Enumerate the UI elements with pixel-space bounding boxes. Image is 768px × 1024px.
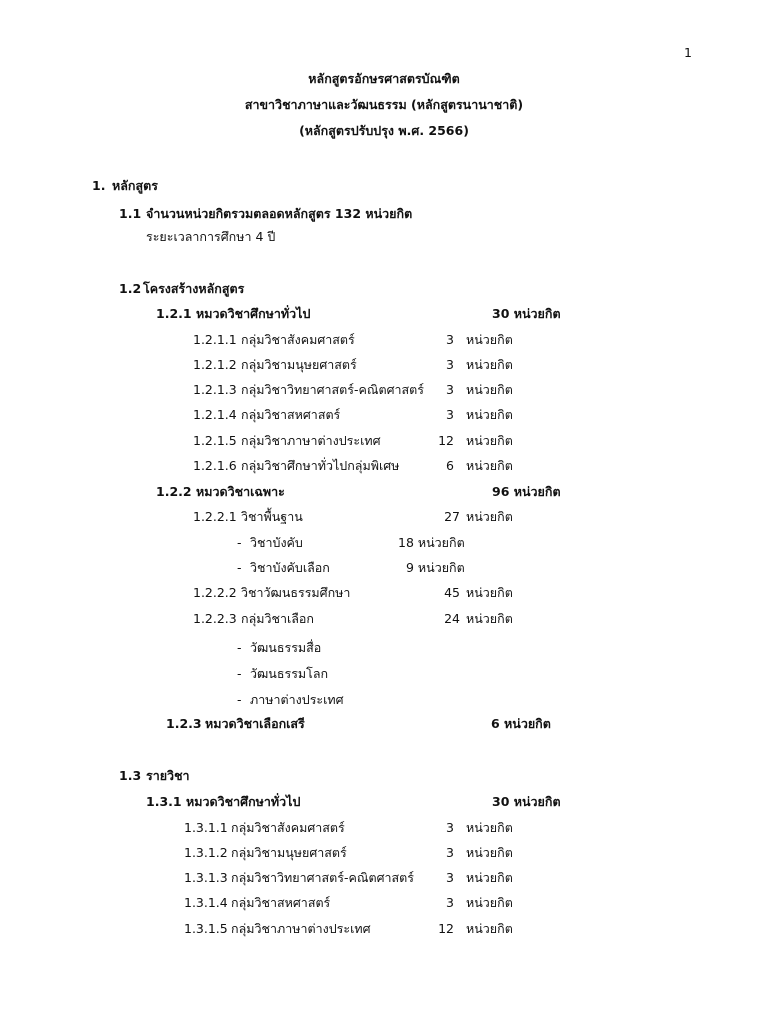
item-unit: หน่วยกิต <box>466 357 513 372</box>
sub-item-label: วิชาบังคับเลือก <box>250 560 330 575</box>
item-number: 1.2.1.4 <box>193 407 237 422</box>
section-1-2-number: 1.2 <box>119 281 142 296</box>
item-credits: 3 <box>446 820 454 835</box>
item-number: 1.3.1.4 <box>184 895 228 910</box>
section-1-3-number: 1.3 <box>119 768 142 783</box>
item-credits: 3 <box>446 382 454 397</box>
item-unit: หน่วยกิต <box>466 509 513 524</box>
item-unit: หน่วยกิต <box>466 845 513 860</box>
item-number: 1.3.1.3 <box>184 870 228 885</box>
item-number: 1.2.1.2 <box>193 357 237 372</box>
item-credits: 3 <box>446 845 454 860</box>
item-number: 1.3.1.1 <box>184 820 228 835</box>
item-number: 1.2.1.6 <box>193 458 237 473</box>
sub-item-label: วิชาบังคับ <box>250 535 303 550</box>
item-credits: 12 <box>438 921 454 936</box>
item-label: กลุ่มวิชาสหศาสตร์ <box>241 407 341 422</box>
item-credits: 27 <box>444 509 460 524</box>
sub-item-dash: - <box>237 560 242 575</box>
item-label: กลุ่มวิชาเลือก <box>241 611 314 626</box>
item-credits: 3 <box>446 870 454 885</box>
item-number: 1.3.1.5 <box>184 921 228 936</box>
item-credits: 3 <box>446 895 454 910</box>
item-number: 1.2.1.5 <box>193 433 237 448</box>
sub-item-dash: - <box>237 535 242 550</box>
item-unit: หน่วยกิต <box>466 820 513 835</box>
section-1-2-2-number: 1.2.2 <box>156 484 192 499</box>
item-number: 1.2.1.1 <box>193 332 237 347</box>
section-1-2-1-heading: หมวดวิชาศึกษาทั่วไป <box>196 306 311 321</box>
item-credits: 3 <box>446 357 454 372</box>
item-credits: 45 <box>444 585 460 600</box>
item-unit: หน่วยกิต <box>466 332 513 347</box>
item-credits: 24 <box>444 611 460 626</box>
item-unit: หน่วยกิต <box>466 870 513 885</box>
section-1-2-2-credits: 96 หน่วยกิต <box>492 484 561 499</box>
item-label: กลุ่มวิชาสหศาสตร์ <box>231 895 331 910</box>
doc-title: หลักสูตรอักษรศาสตรบัณฑิต <box>308 71 460 86</box>
sub-item-dash: - <box>237 692 242 707</box>
sub-item-label: วัฒนธรรมสื่อ <box>250 640 322 655</box>
sub-item-label: ภาษาต่างประเทศ <box>250 692 344 707</box>
section-1-3-1-number: 1.3.1 <box>146 794 182 809</box>
section-1-3-1-credits: 30 หน่วยกิต <box>492 794 561 809</box>
item-unit: หน่วยกิต <box>466 895 513 910</box>
sub-item-dash: - <box>237 666 242 681</box>
section-1-2-2-heading: หมวดวิชาเฉพาะ <box>196 484 285 499</box>
sub-item-credits: 18 หน่วยกิต <box>398 535 465 550</box>
item-label: กลุ่มวิชาภาษาต่างประเทศ <box>231 921 371 936</box>
item-number: 1.2.1.3 <box>193 382 237 397</box>
item-unit: หน่วยกิต <box>466 382 513 397</box>
item-number: 1.3.1.2 <box>184 845 228 860</box>
section-1-2-3-number: 1.2.3 <box>166 716 202 731</box>
sub-item-credits: 9 หน่วยกิต <box>406 560 465 575</box>
section-1-2-1-credits: 30 หน่วยกิต <box>492 306 561 321</box>
page-number: 1 <box>684 45 692 60</box>
item-unit: หน่วยกิต <box>466 433 513 448</box>
section-1-2-heading: โครงสร้างหลักสูตร <box>143 281 245 296</box>
section-1-2-3-credits: 6 หน่วยกิต <box>491 716 551 731</box>
item-credits: 3 <box>446 332 454 347</box>
item-label: กลุ่มวิชามนุษยศาสตร์ <box>231 845 347 860</box>
sub-item-dash: - <box>237 640 242 655</box>
sub-item-label: วัฒนธรรมโลก <box>250 666 329 681</box>
item-credits: 3 <box>446 407 454 422</box>
item-label: กลุ่มวิชาวิทยาศาสตร์-คณิตศาสตร์ <box>241 382 425 397</box>
item-credits: 12 <box>438 433 454 448</box>
section-1-1-heading: จำนวนหน่วยกิตรวมตลอดหลักสูตร 132 หน่วยกิต <box>146 206 413 221</box>
section-1-number: 1. <box>92 178 106 193</box>
item-number: 1.2.2.3 <box>193 611 237 626</box>
study-duration: ระยะเวลาการศึกษา 4 ปี <box>146 229 276 244</box>
item-label: กลุ่มวิชามนุษยศาสตร์ <box>241 357 357 372</box>
item-credits: 6 <box>446 458 454 473</box>
section-1-3-heading: รายวิชา <box>146 768 190 783</box>
item-label: กลุ่มวิชาสังคมศาสตร์ <box>231 820 345 835</box>
section-1-1-number: 1.1 <box>119 206 142 221</box>
doc-subtitle: สาขาวิชาภาษาและวัฒนธรรม (หลักสูตรนานาชาติ) <box>244 97 524 112</box>
item-label: กลุ่มวิชาศึกษาทั่วไปกลุ่มพิเศษ <box>241 458 400 473</box>
item-unit: หน่วยกิต <box>466 585 513 600</box>
doc-revision: (หลักสูตรปรับปรุง พ.ศ. 2566) <box>299 123 469 138</box>
item-unit: หน่วยกิต <box>466 407 513 422</box>
item-label: กลุ่มวิชาสังคมศาสตร์ <box>241 332 355 347</box>
item-number: 1.2.2.1 <box>193 509 237 524</box>
item-label: วิชาพื้นฐาน <box>241 509 303 524</box>
item-unit: หน่วยกิต <box>466 458 513 473</box>
section-1-2-3-heading: หมวดวิชาเลือกเสรี <box>205 716 305 731</box>
section-1-heading: หลักสูตร <box>112 178 158 193</box>
item-unit: หน่วยกิต <box>466 611 513 626</box>
item-label: วิชาวัฒนธรรมศึกษา <box>241 585 351 600</box>
section-1-2-1-number: 1.2.1 <box>156 306 192 321</box>
item-label: กลุ่มวิชาภาษาต่างประเทศ <box>241 433 381 448</box>
item-unit: หน่วยกิต <box>466 921 513 936</box>
section-1-3-1-heading: หมวดวิชาศึกษาทั่วไป <box>186 794 301 809</box>
item-number: 1.2.2.2 <box>193 585 237 600</box>
item-label: กลุ่มวิชาวิทยาศาสตร์-คณิตศาสตร์ <box>231 870 415 885</box>
